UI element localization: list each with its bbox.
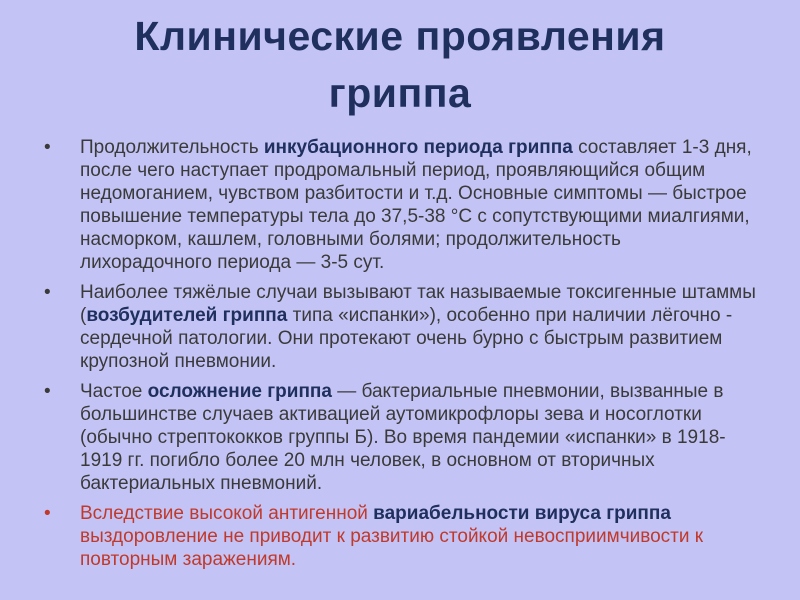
bullet-text: составляет 1-3 дня, после чего наступает продромальный период, проявляющийся общим недомоганием, чувством разбитости и т.д. Основные симптомы — быстрое повышение температуры тела до 37,5-38 °С с сопутствующими миалгиями, насморком, кашлем, головными болями; продолжительность лихорадочного периода — 3-5 сут. (80, 137, 752, 273)
bullet-dot-icon: • (44, 137, 51, 158)
bullet-bold-term: осложнение гриппа (147, 381, 332, 402)
bullet-text: типа «испанки»), особенно при наличии лёгочно - сердечной патологии. Они протекают очень бурно с быстрым развитием крупозной пневмонии. (80, 305, 733, 372)
bullet-text: Продолжительность (80, 137, 264, 158)
bullet-dot-icon: • (44, 282, 51, 303)
bullet-text: Вследствие высокой антигенной (80, 503, 374, 524)
bullet-text: выздоровление не приводит к развитию стойкой невосприимчивости к повторным заражениям. (80, 526, 704, 570)
bullet-item-toxigenic (44, 281, 756, 373)
bullet-bold-term: вариабельности вируса гриппа (373, 503, 671, 524)
bullet-text: Частое (80, 381, 148, 402)
bullet-dot-icon: • (44, 381, 51, 402)
bullet-item-incubation (44, 136, 756, 274)
title-line-2: гриппа (328, 70, 472, 116)
bullet-text: — бактериальные пневмонии, вызванные в большинстве случаев активацией аутомикрофлоры зева и носоглотки (обычно стрептококков группы Б). Во время пандемии «испанки» в 1918-1919 гг. погибло более 20 млн человек, в основном от вторичных бактериальных пневмоний. (80, 381, 726, 494)
bullet-bold-term: возбудителей гриппа (86, 305, 288, 326)
slide-title (44, 8, 756, 122)
bullet-dot-icon: • (44, 503, 51, 524)
bullet-bold-term: инкубационного периода гриппа (263, 137, 573, 158)
bullet-list (44, 136, 756, 571)
bullet-text: Наиболее тяжёлые случаи вызывают так называемые токсигенные штаммы ( (80, 282, 756, 326)
bullet-item-variability (44, 502, 756, 571)
title-line-1: Клинические проявления (134, 13, 666, 59)
bullet-item-complication (44, 380, 756, 495)
